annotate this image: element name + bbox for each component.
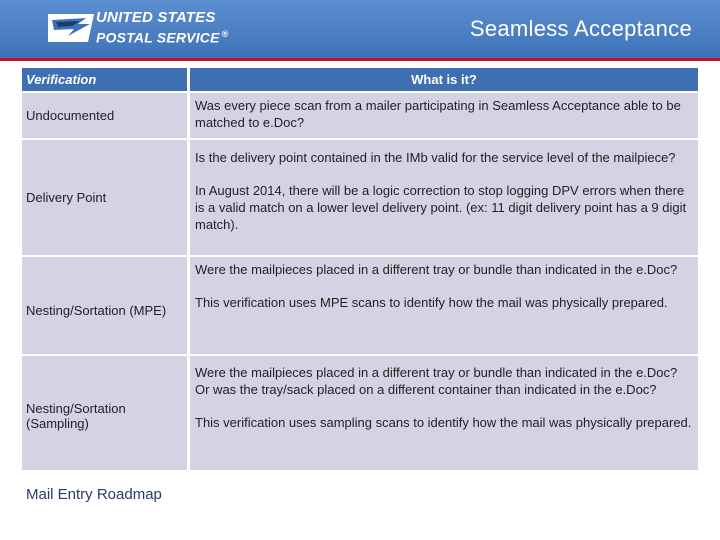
description-text: Were the mailpieces placed in a different tray or bundle than indicated in the e.Doc? bbox=[195, 262, 678, 277]
verification-table bbox=[22, 68, 698, 472]
header-divider bbox=[0, 58, 720, 61]
description-text: Was every piece scan from a mailer participating in Seamless Acceptance able to be matched to e.Doc? bbox=[195, 98, 681, 130]
logo-line2 bbox=[96, 26, 228, 46]
column-header-verification: Verification bbox=[22, 68, 187, 91]
table-row bbox=[22, 140, 698, 255]
description-text: Is the delivery point contained in the IMb valid for the service level of the mailpiece? bbox=[195, 150, 676, 165]
description-text: Were the mailpieces placed in a different tray or bundle than indicated in the e.Doc? Or was the tray/sack placed on a different container than indicated in the e.Doc? bbox=[195, 365, 678, 397]
description-text: In August 2014, there will be a logic correction to stop logging DPV errors when there is a valid match on a lower level delivery point. (ex: 11 digit delivery point has a 9 digit match). bbox=[195, 183, 687, 232]
column-header-what-is-it bbox=[190, 68, 698, 91]
column-header-what-is-it-label: What is it? bbox=[411, 72, 477, 87]
description-cell bbox=[190, 356, 698, 470]
description-cell bbox=[190, 257, 698, 354]
verification-cell: Nesting/Sortation (MPE) bbox=[22, 257, 187, 354]
table-row bbox=[22, 257, 698, 354]
table-header-row bbox=[22, 68, 698, 91]
verification-cell: Nesting/Sortation (Sampling) bbox=[22, 356, 187, 470]
description-cell bbox=[190, 93, 698, 138]
page-title: Seamless Acceptance bbox=[469, 16, 692, 41]
verification-cell: Delivery Point bbox=[22, 140, 187, 255]
logo-line1: UNITED STATES bbox=[96, 9, 216, 27]
table-row bbox=[22, 356, 698, 470]
description-text: This verification uses MPE scans to identify how the mail was physically prepared. bbox=[195, 295, 668, 310]
table-row bbox=[22, 93, 698, 138]
header-bar bbox=[0, 0, 720, 58]
description-cell bbox=[190, 140, 698, 255]
usps-logo bbox=[48, 10, 228, 46]
usps-eagle-logo-icon bbox=[48, 10, 94, 46]
logo-line2-text: POSTAL SERVICE bbox=[96, 29, 220, 46]
logo-wordmark bbox=[96, 10, 228, 46]
verification-cell: Undocumented bbox=[22, 93, 187, 138]
description-text: This verification uses sampling scans to identify how the mail was physically prepared. bbox=[195, 415, 692, 430]
registered-mark: ® bbox=[221, 29, 229, 40]
footer-label: Mail Entry Roadmap bbox=[26, 486, 162, 503]
